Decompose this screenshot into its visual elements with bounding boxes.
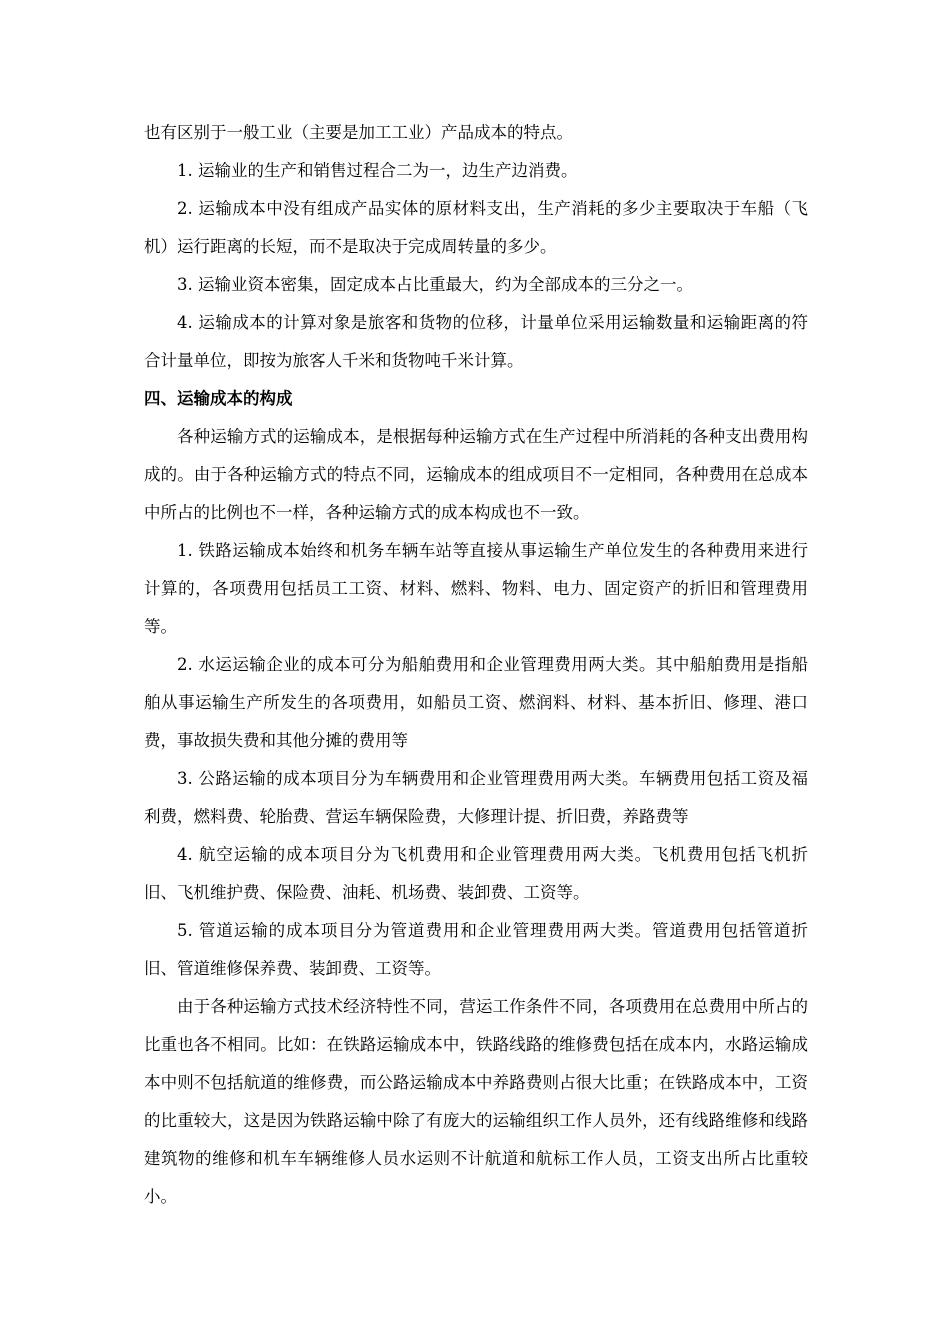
paragraph-pipeline: 5. 管道运输的成本项目分为管道费用和企业管理费用两大类。管道费用包括管道折旧、管道维修保养费、装卸费、工资等。	[144, 921, 808, 978]
paragraph-feature-4: 4. 运输成本的计算对象是旅客和货物的位移，计量单位采用运输数量和运输距离的符合计量单位，即按为旅客人千米和货物吨千米计算。	[144, 313, 808, 370]
paragraph-railway: 1. 铁路运输成本始终和机务车辆车站等直接从事运输生产单位发生的各种费用来进行计算的，各项费用包括员工工资、材料、燃料、物料、电力、固定资产的折旧和管理费用等。	[144, 541, 808, 636]
section-heading: 四、运输成本的构成	[144, 389, 293, 408]
document-page	[144, 114, 808, 1216]
paragraph-comparison: 由于各种运输方式技术经济特性不同，营运工作条件不同，各项费用在总费用中所占的比重也各不相同。比如：在铁路运输成本中，铁路线路的维修费包括在成本内，水路运输成本中则不包括航道的维修费，而公路运输成本中养路费则占很大比重；在铁路成本中，工资的比重较大，这是因为铁路运输中除了有庞大的运输组织工作人员外，还有线路维修和线路建筑物的维修和机车车辆维修人员水运则不计航道和航标工作人员，工资支出所占比重较小。	[144, 997, 808, 1206]
paragraph-water: 2. 水运运输企业的成本可分为船舶费用和企业管理费用两大类。其中船舶费用是指船舶从事运输生产所发生的各项费用，如船员工资、燃润料、材料、基本折旧、修理、港口费，事故损失费和其他分摊的费用等	[144, 655, 808, 750]
paragraph-feature-2: 2. 运输成本中没有组成产品实体的原材料支出，生产消耗的多少主要取决于车船（飞机）运行距离的长短，而不是取决于完成周转量的多少。	[144, 199, 808, 256]
paragraph-feature-1: 1. 运输业的生产和销售过程合二为一，边生产边消费。	[177, 161, 578, 180]
paragraph-intro: 各种运输方式的运输成本，是根据每种运输方式在生产过程中所消耗的各种支出费用构成的。由于各种运输方式的特点不同，运输成本的组成项目不一定相同，各种费用在总成本中所占的比例也不一样，各种运输方式的成本构成也不一致。	[144, 427, 808, 522]
paragraph-air: 4. 航空运输的成本项目分为飞机费用和企业管理费用两大类。飞机费用包括飞机折旧、飞机维护费、保险费、油耗、机场费、装卸费、工资等。	[144, 845, 808, 902]
paragraph-feature-3: 3. 运输业资本密集，固定成本占比重最大，约为全部成本的三分之一。	[177, 275, 693, 294]
paragraph-road: 3. 公路运输的成本项目分为车辆费用和企业管理费用两大类。车辆费用包括工资及福利费，燃料费、轮胎费、营运车辆保险费，大修理计提、折旧费，养路费等	[144, 769, 808, 826]
paragraph-continuation: 也有区别于一般工业（主要是加工工业）产品成本的特点。	[144, 123, 573, 142]
